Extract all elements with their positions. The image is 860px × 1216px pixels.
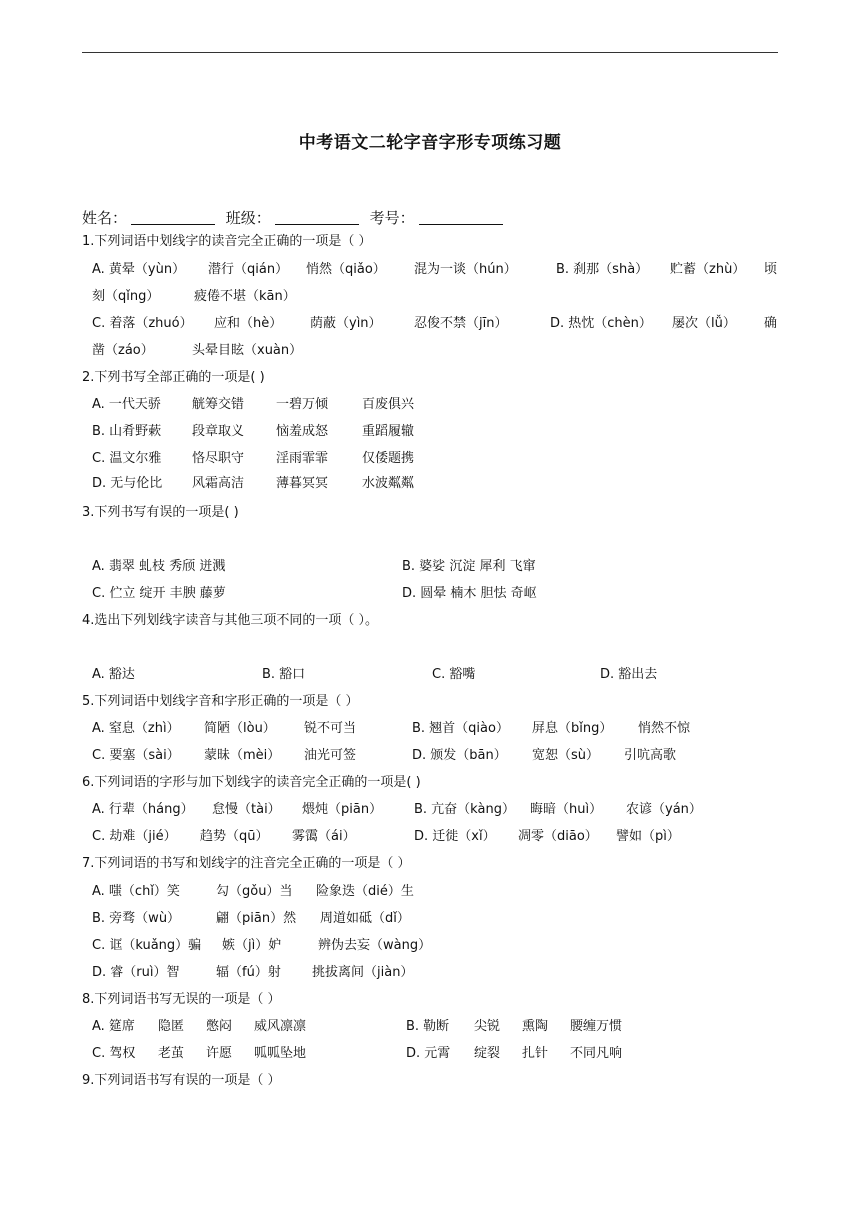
option-item: A. 黄晕（yùn） (92, 262, 186, 277)
option-item: C. 诓（kuǎng）骗 (92, 938, 202, 953)
option-item: A. 窒息（zhì） (92, 721, 180, 736)
option-item: 煨炖（piān） (302, 802, 383, 817)
option-item: 段章取义 (192, 424, 245, 439)
option-item: 荫蔽（yìn） (310, 316, 382, 331)
question-stem: 6.下列词语的字形与加下划线字的读音完全正确的一项是( ) (82, 775, 421, 790)
option-item: C. 要塞（sài） (92, 748, 180, 763)
option-item: B. 山肴野蔌 (92, 424, 162, 439)
option-item: A. 翡翠 虬枝 秀颀 迸溅 (92, 559, 226, 574)
option-item: 淫雨霏霏 (276, 451, 329, 466)
option-item: 险象迭（dié）生 (316, 884, 414, 899)
option-item: C. 伫立 绽开 丰腴 藤萝 (92, 586, 226, 601)
option-item: 头晕目眩（xuàn） (192, 343, 303, 358)
option-item: C. 豁嘴 (432, 667, 476, 682)
option-item: D. 颁发（bān） (412, 748, 507, 763)
option-item: A. 筵席 (92, 1019, 135, 1034)
option-item: D. 豁出去 (600, 667, 658, 682)
question-stem: 5.下列词语中划线字音和字形正确的一项是（ ） (82, 694, 359, 709)
option-item: C. 温文尔雅 (92, 451, 162, 466)
option-item: 悄然（qiǎo） (306, 262, 386, 277)
option-item: A. 嗤（chǐ）笑 (92, 884, 180, 899)
exam-no-label: 考号： (369, 209, 415, 227)
option-item: A. 一代天骄 (92, 397, 161, 412)
question-stem: 8.下列词语书写无误的一项是（ ） (82, 992, 281, 1007)
option-item: 宽恕（sù） (532, 748, 600, 763)
option-item: 熏陶 (522, 1019, 549, 1034)
option-item: 引吭高歌 (624, 748, 677, 763)
option-item: D. 元霄 (406, 1046, 451, 1061)
name-blank[interactable] (131, 210, 215, 225)
option-item: 晦暗（huì） (530, 802, 603, 817)
option-item: D. 睿（ruì）智 (92, 965, 180, 980)
option-item: 悄然不惊 (638, 721, 691, 736)
option-item: A. 行辈（háng） (92, 802, 194, 817)
option-item: B. 勒断 (406, 1019, 450, 1034)
option-item: B. 婆娑 沉淀 犀利 飞窜 (402, 559, 536, 574)
option-item: 凿（záo） (92, 343, 154, 358)
option-item: 仅倭题携 (362, 451, 415, 466)
page-title: 中考语文二轮字音字形专项练习题 (298, 133, 562, 153)
option-item: 锐不可当 (304, 721, 357, 736)
option-item: 隐匿 (158, 1019, 185, 1034)
option-item: 老茧 (158, 1046, 185, 1061)
name-label: 姓名： (82, 209, 128, 227)
option-item: 怠慢（tài） (212, 802, 281, 817)
option-item: 觥筹交错 (192, 397, 245, 412)
option-item: 扎针 (522, 1046, 549, 1061)
option-item: D. 迁徙（xǐ） (414, 829, 496, 844)
option-item: D. 无与伦比 (92, 476, 163, 491)
option-item: 混为一谈（hún） (414, 262, 517, 277)
option-item: B. 豁口 (262, 667, 306, 682)
option-item: 屏息（bǐng） (532, 721, 613, 736)
option-item: 薄暮冥冥 (276, 476, 329, 491)
option-item: C. 劫难（jié） (92, 829, 177, 844)
option-item: B. 刹那（shà） (556, 262, 649, 277)
option-item: B. 翘首（qiào） (412, 721, 509, 736)
question-stem: 1.下列词语中划线字的读音完全正确的一项是（ ） (82, 234, 372, 249)
option-item: D. 圆晕 楠木 胆怯 奇岖 (402, 586, 537, 601)
option-item: 潜行（qián） (208, 262, 289, 277)
option-item: 顷 (764, 262, 778, 277)
option-item: 恼羞成怒 (276, 424, 329, 439)
option-item: 重蹈履辙 (362, 424, 415, 439)
question-stem: 2.下列书写全部正确的一项是( ) (82, 370, 265, 385)
option-item: D. 热忱（chèn） (550, 316, 652, 331)
option-item: 憋闷 (206, 1019, 233, 1034)
option-item: 不同凡响 (570, 1046, 623, 1061)
option-item: 辨伪去妄（wàng） (318, 938, 432, 953)
question-stem: 4.选出下列划线字读音与其他三项不同的一项（ ）。 (82, 613, 379, 628)
option-item: A. 豁达 (92, 667, 135, 682)
option-item: 雾霭（ái） (292, 829, 356, 844)
exam-no-blank[interactable] (419, 210, 503, 225)
option-item: 简陋（lòu） (204, 721, 276, 736)
option-item: C. 着落（zhuó） (92, 316, 193, 331)
option-item: 忍俊不禁（jīn） (414, 316, 508, 331)
header-rule (82, 52, 778, 53)
option-item: 凋零（diāo） (518, 829, 598, 844)
question-stem: 9.下列词语书写有误的一项是（ ） (82, 1073, 281, 1088)
option-item: 嫉（jì）妒 (222, 938, 282, 953)
option-item: 勾（gǒu）当 (216, 884, 293, 899)
option-item: 应和（hè） (214, 316, 283, 331)
option-item: 蒙昧（mèi） (204, 748, 281, 763)
option-item: 确 (764, 316, 778, 331)
option-item: 趋势（qū） (200, 829, 269, 844)
option-item: B. 旁骛（wù） (92, 911, 181, 926)
option-item: 刻（qǐng） (92, 289, 160, 304)
option-item: 翩（piān）然 (216, 911, 297, 926)
option-item: 呱呱坠地 (254, 1046, 307, 1061)
option-item: 水波粼粼 (362, 476, 415, 491)
option-item: 恪尽职守 (192, 451, 245, 466)
option-item: 一碧万倾 (276, 397, 329, 412)
student-info-row (82, 208, 509, 228)
option-item: 威风凛凛 (254, 1019, 307, 1034)
class-blank[interactable] (275, 210, 359, 225)
option-item: 百废俱兴 (362, 397, 415, 412)
option-item: 风霜高洁 (192, 476, 245, 491)
option-item: 挑拔离间（jiàn） (312, 965, 414, 980)
option-item: 腰缠万惯 (570, 1019, 623, 1034)
option-item: 许愿 (206, 1046, 233, 1061)
option-item: C. 驾权 (92, 1046, 136, 1061)
question-stem: 7.下列词语的书写和划线字的注音完全正确的一项是（ ） (82, 856, 411, 871)
option-item: 贮蓄（zhù） (670, 262, 746, 277)
option-item: 辐（fú）射 (216, 965, 281, 980)
option-item: 周道如砥（dǐ） (320, 911, 410, 926)
option-item: 绽裂 (474, 1046, 501, 1061)
option-item: 屡次（lǚ） (672, 316, 736, 331)
option-item: 疲倦不堪（kān） (194, 289, 296, 304)
option-item: 譬如（pì） (616, 829, 680, 844)
option-item: 农谚（yán） (626, 802, 702, 817)
class-label: 班级： (225, 209, 271, 227)
option-item: B. 亢奋（kàng） (414, 802, 515, 817)
option-item: 尖锐 (474, 1019, 501, 1034)
question-stem: 3.下列书写有误的一项是( ) (82, 505, 239, 520)
option-item: 油光可签 (304, 748, 357, 763)
